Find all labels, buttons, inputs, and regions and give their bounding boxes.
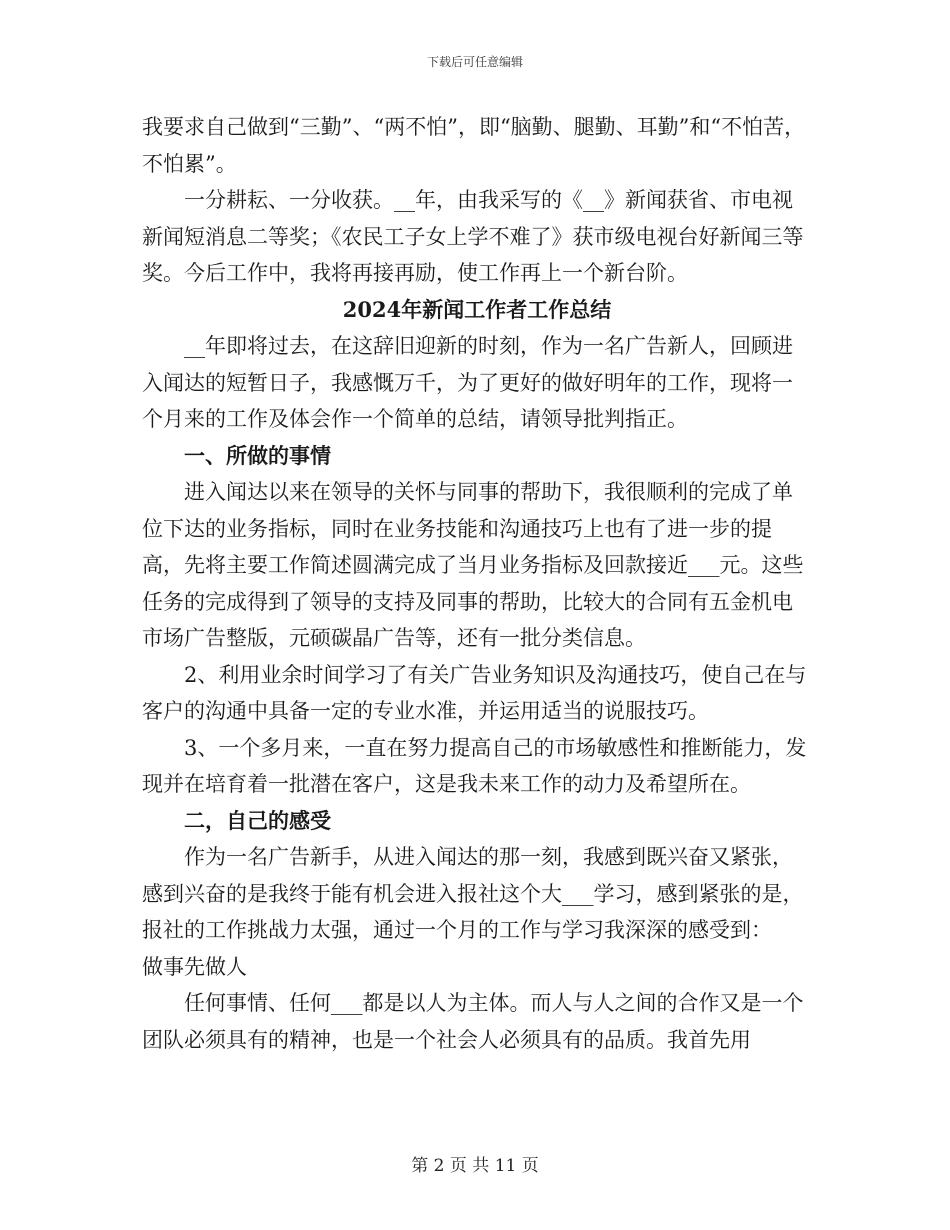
page-header: 下载后可任意编辑 [426,55,523,69]
document-body [142,109,812,1058]
paragraph: 任何事情、任何___都是以人为主体。而人与人之间的合作又是一个团队必须具有的精神，也是一个社会人必须具有的品质。我首先用 [142,991,804,1052]
paragraph: __年即将过去，在这辞旧迎新的时刻，作为一名广告新人，回顾进入闻达的短暂日子，我感慨万千，为了更好的做好明年的工作，现将一个月来的工作及体会作一个简单的总结，请领导批判指正。 [142,334,793,431]
paragraph: 做事先做人 [142,954,247,979]
page-footer: 第 2 页 共 11 页 [411,1156,539,1176]
paragraph: 我要求自己做到“三勤”、“两不怕”，即“脑勤、腿勤、耳勤”和“不怕苦，不怕累”。 [142,115,806,176]
paragraph: 进入闻达以来在领导的关怀与同事的帮助下，我很顺利的完成了单位下达的业务指标，同时在业务技能和沟通技巧上也有了进一步的提高，先将主要工作简述圆满完成了当月业务指标及回款接近___元。这些任务的完成得到了领导的支持及同事的帮助，比较大的合同有五金机电市场广告整版，元硕碳晶广告等，还有一批分类信息。 [142,480,804,650]
document-title: 2024年新闻工作者工作总结 [342,296,612,322]
paragraph: 3、一个多月来，一直在努力提高自己的市场敏感性和推断能力，发现并在培育着一批潜在客户，这是我未来工作的动力及希望所在。 [142,735,807,796]
paragraph: 一分耕耘、一分收获。__年，由我采写的《__》新闻获省、市电视新闻短消息二等奖；《农民工子女上学不难了》获市级电视台好新闻三等奖。今后工作中，我将再接再励，使工作再上一个新台阶。 [142,188,804,285]
paragraph: 作为一名广告新手，从进入闻达的那一刻，我感到既兴奋又紧张，感到兴奋的是我终于能有机会进入报社这个大___学习，感到紧张的是，报社的工作挑战力太强，通过一个月的工作与学习我深深的感受到： [142,845,804,942]
section-heading: 二，自己的感受 [184,807,331,833]
paragraph: 2、利用业余时间学习了有关广告业务知识及沟通技巧，使自己在与客户的沟通中具备一定的专业水准，并运用适当的说服技巧。 [142,662,807,723]
section-heading: 一、所做的事情 [184,442,331,468]
